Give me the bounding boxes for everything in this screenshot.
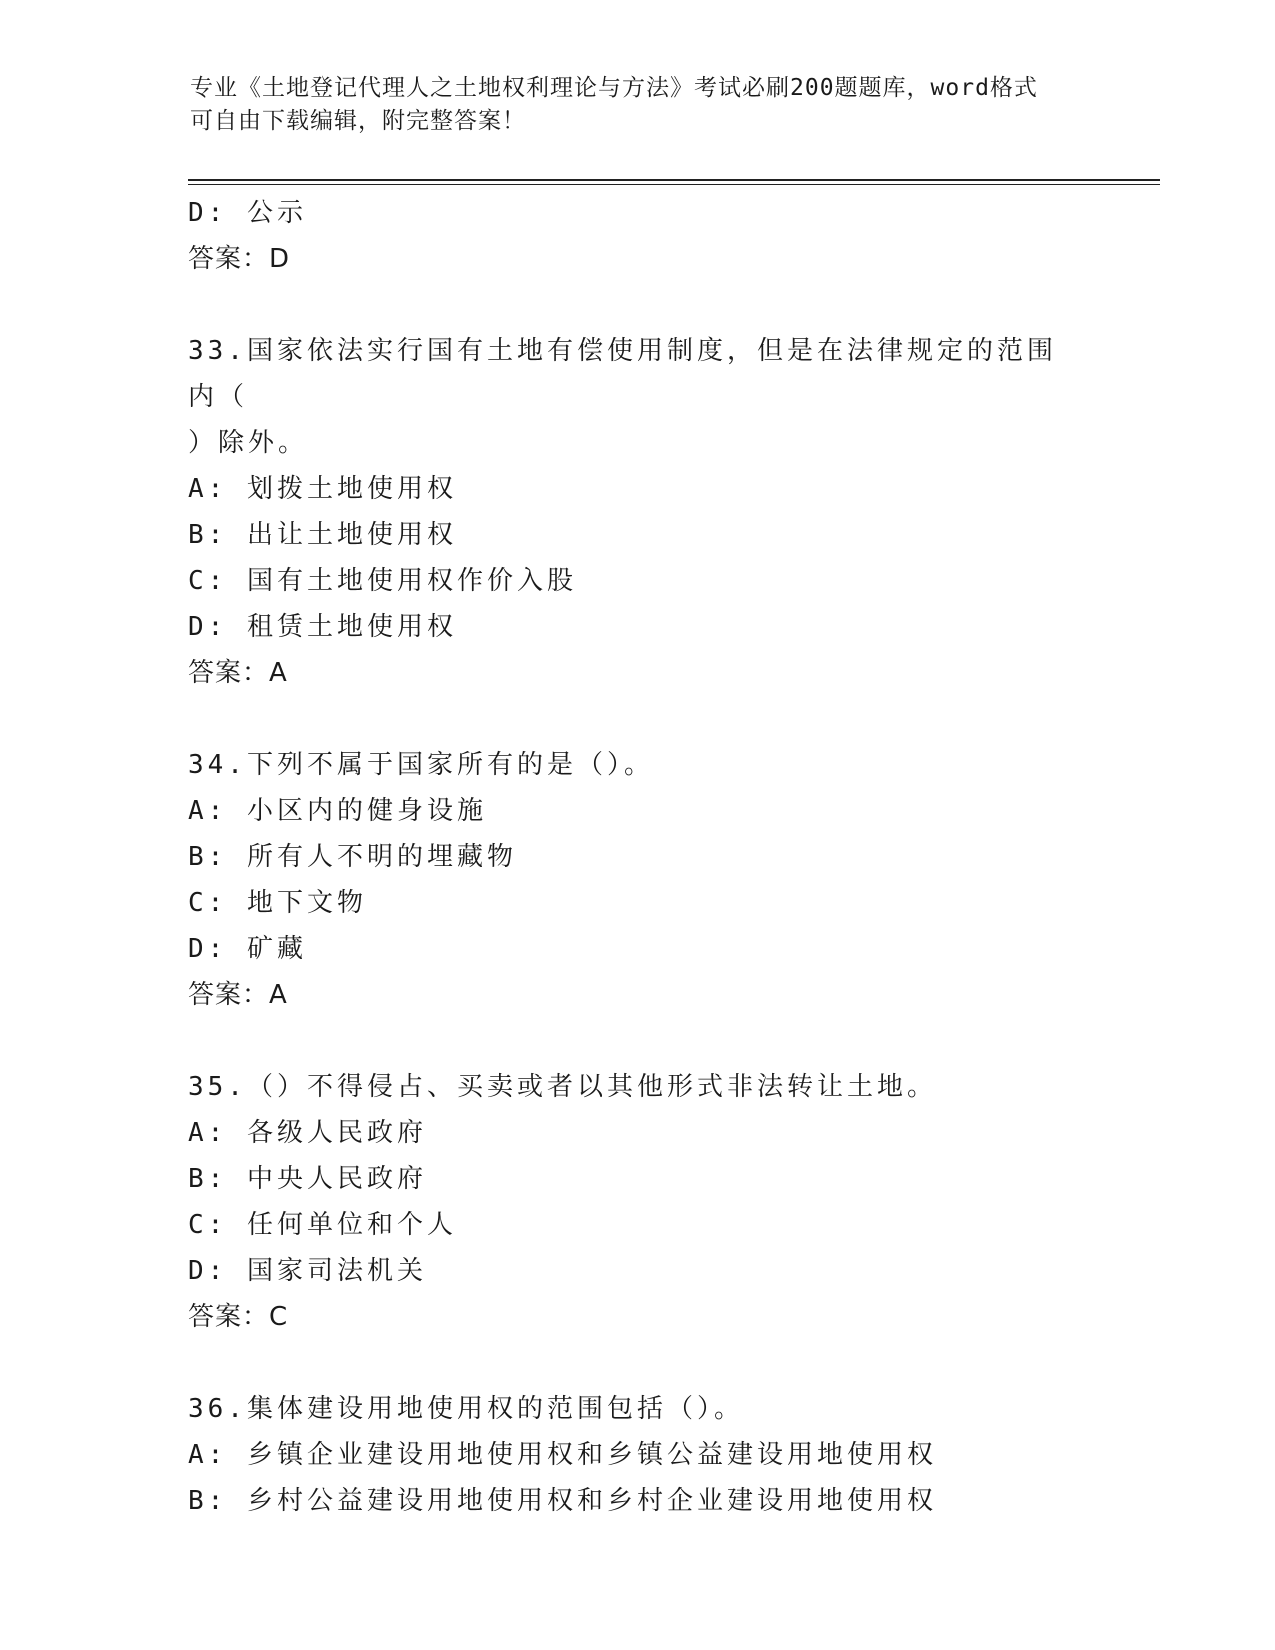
- question-stem: 36.集体建设用地使用权的范围包括（）。: [188, 1394, 744, 1424]
- option-a: A: 小区内的健身设施: [188, 796, 487, 826]
- option-b: B: 中央人民政府: [188, 1164, 427, 1194]
- document-body: [188, 190, 1168, 1524]
- question-stem-line-1: 33.国家依法实行国有土地有偿使用制度，但是在法律规定的范围内（: [188, 336, 1057, 412]
- document-header: [190, 72, 1090, 138]
- question-35: [188, 1064, 1168, 1340]
- prev-option-d: D: 公示: [188, 198, 307, 228]
- option-a: A: 各级人民政府: [188, 1118, 427, 1148]
- answer: 答案：A: [188, 980, 288, 1010]
- question-stem: 34.下列不属于国家所有的是（）。: [188, 750, 654, 780]
- header-line-2: 可自由下载编辑，附完整答案！: [190, 108, 526, 134]
- option-d: D: 国家司法机关: [188, 1256, 427, 1286]
- prev-answer: 答案：D: [188, 244, 291, 274]
- answer: 答案：A: [188, 658, 288, 688]
- option-a: A: 乡镇企业建设用地使用权和乡镇公益建设用地使用权: [188, 1440, 937, 1470]
- option-d: D: 矿藏: [188, 934, 307, 964]
- option-a: A: 划拨土地使用权: [188, 474, 457, 504]
- header-divider: [188, 179, 1160, 185]
- option-c: C: 任何单位和个人: [188, 1210, 457, 1240]
- option-b: B: 出让土地使用权: [188, 520, 457, 550]
- question-stem: 35.（）不得侵占、买卖或者以其他形式非法转让土地。: [188, 1072, 937, 1102]
- question-stem: [188, 328, 1068, 466]
- header-line-1: 专业《土地登记代理人之土地权利理论与方法》考试必刷200题题库，word格式: [190, 75, 1038, 101]
- question-33: [188, 328, 1168, 696]
- question-36: [188, 1386, 1168, 1524]
- answer: 答案：C: [188, 1302, 289, 1332]
- option-d: D: 租赁土地使用权: [188, 612, 457, 642]
- question-34: [188, 742, 1168, 1018]
- question-stem-line-2: ）除外。: [188, 428, 309, 458]
- option-c: C: 国有土地使用权作价入股: [188, 566, 577, 596]
- option-b: B: 乡村公益建设用地使用权和乡村企业建设用地使用权: [188, 1486, 937, 1516]
- option-b: B: 所有人不明的埋藏物: [188, 842, 517, 872]
- option-c: C: 地下文物: [188, 888, 367, 918]
